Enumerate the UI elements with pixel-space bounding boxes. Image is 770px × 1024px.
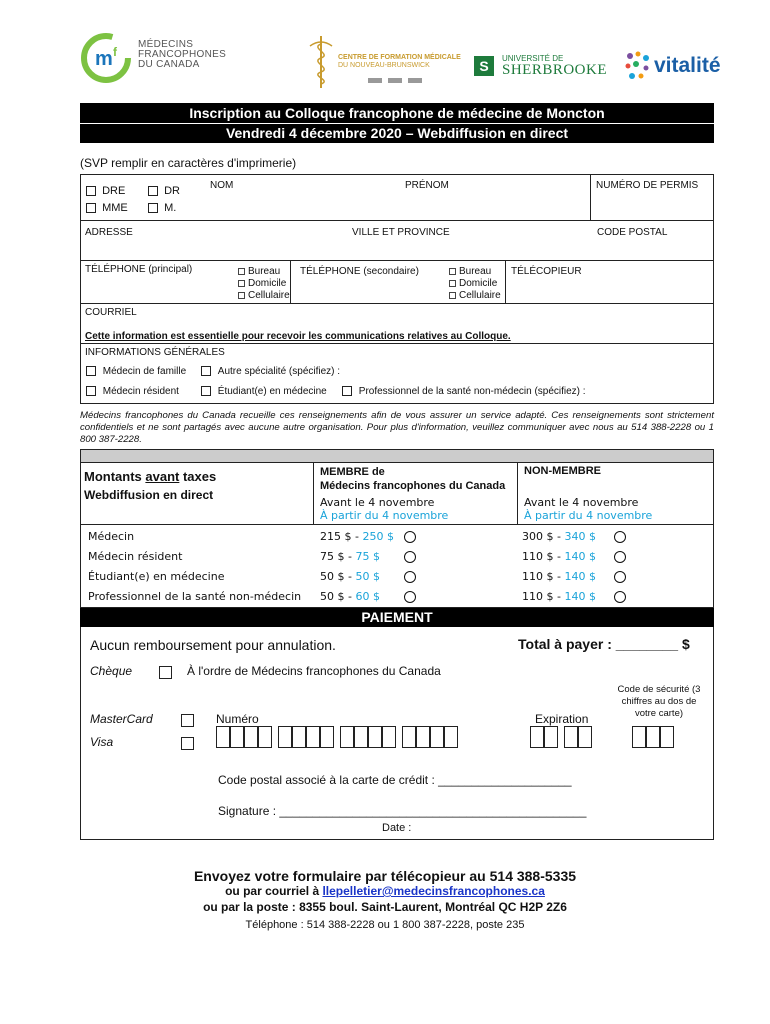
mastercard-checkbox[interactable] <box>181 714 194 727</box>
row-resident-member-radio[interactable] <box>404 551 416 563</box>
date-field[interactable]: Date : <box>382 822 412 834</box>
autre-label: Autre spécialité (spécifiez) : <box>217 366 341 377</box>
title-dre-label: DRE <box>102 185 126 197</box>
row-etudiant-label: Étudiant(e) en médecine <box>88 570 225 583</box>
row-pro-nonmember-radio[interactable] <box>614 591 626 603</box>
row-medecin-member-radio[interactable] <box>404 531 416 543</box>
expiration-field[interactable] <box>530 726 600 748</box>
title-dr-checkbox[interactable] <box>148 186 158 196</box>
title-bar <box>80 103 714 143</box>
courriel-label: COURRIEL <box>85 307 137 318</box>
footer-line3: ou par la poste : 8355 boul. Saint-Laurent, Montréal QC H2P 2Z6 <box>203 900 567 914</box>
tel1-option-bureau[interactable]: Bureau <box>238 266 290 278</box>
resident-label: Médecin résident <box>102 386 179 397</box>
logo-cfm <box>308 34 461 90</box>
cfm-line2: DU NOUVEAU-BRUNSWICK <box>338 62 430 69</box>
expiration-label: Expiration <box>535 712 589 726</box>
udes-line1: UNIVERSITÉ DE <box>502 54 564 63</box>
member-before-label: Avant le 4 novembre <box>320 496 435 509</box>
courriel-note: Cette information est essentielle pour recevoir les communications relatives au Colloque. <box>85 331 511 342</box>
no-refund: Aucun remboursement pour annulation. <box>90 637 336 653</box>
courriel-field[interactable] <box>82 318 712 330</box>
etudiant-checkbox[interactable] <box>201 386 211 396</box>
member-after-label: À partir du 4 novembre <box>320 509 449 522</box>
tel1-option-cellulaire[interactable]: Cellulaire <box>238 290 290 302</box>
logo-mfc <box>80 32 240 84</box>
security-note: Code de sécurité (3 chiffres au dos de votre carte) <box>617 684 701 719</box>
row-medecin-nonmember-price: 300 $ - 340 $ <box>522 530 596 543</box>
cfm-partners-strip <box>368 78 428 83</box>
pricing-top-band <box>80 449 714 463</box>
row-pro-member-price: 50 $ - 60 $ <box>320 590 380 603</box>
visa-label: Visa <box>90 735 114 749</box>
row-resident-label: Médecin résident <box>88 550 183 563</box>
row-etudiant-nonmember-price: 110 $ - 140 $ <box>522 570 596 583</box>
footer-line2: ou par courriel à llepelletier@medecinsfrancophones.ca <box>225 884 545 898</box>
footer-line1: Envoyez votre formulaire par télécopieur au 514 388-5335 <box>193 868 577 884</box>
adresse-field[interactable] <box>82 240 712 258</box>
tel2-option-bureau[interactable]: Bureau <box>449 266 501 278</box>
row-resident-member-price: 75 $ - 75 $ <box>320 550 380 563</box>
caduceus-icon <box>308 34 334 90</box>
mfc-line2: FRANCOPHONES <box>138 49 227 60</box>
logo-udes <box>474 52 614 82</box>
numero-label: Numéro <box>216 712 259 726</box>
row-resident-nonmember-price: 110 $ - 140 $ <box>522 550 596 563</box>
nonmember-header: NON-MEMBRE <box>524 465 601 477</box>
signature-field[interactable]: Signature : ______________________________________________ <box>218 804 587 818</box>
permis-label: NUMÉRO DE PERMIS <box>596 180 699 191</box>
member-header: MEMBRE de Médecins francophones du Canada <box>320 466 506 492</box>
pro-checkbox[interactable] <box>342 386 352 396</box>
svg-text:m: m <box>95 48 113 70</box>
postal-code-field[interactable]: Code postal associé à la carte de crédit : ____________________ <box>218 773 572 787</box>
title-dre-checkbox[interactable] <box>86 186 96 196</box>
nom-label: NOM <box>210 180 234 191</box>
cheque-label: Chèque <box>90 664 133 678</box>
title-m-label: M. <box>164 202 177 214</box>
nom-field[interactable] <box>200 192 590 218</box>
udes-line2: SHERBROOKE <box>502 62 608 78</box>
row-etudiant-member-radio[interactable] <box>404 571 416 583</box>
prenom-label: PRÉNOM <box>405 180 449 191</box>
footer-line4: Téléphone : 514 388-2228 ou 1 800 387-2228, poste 235 <box>245 919 525 931</box>
svg-text:f: f <box>113 45 117 59</box>
adresse-label: ADRESSE <box>85 227 133 238</box>
payment-heading-bar <box>80 608 714 627</box>
row-pro-member-radio[interactable] <box>404 591 416 603</box>
info-gen-label: INFORMATIONS GÉNÉRALES <box>85 347 225 358</box>
footer-email-link[interactable]: llepelletier@medecinsfrancophones.ca <box>322 884 545 898</box>
total-field[interactable]: Total à payer : ________ $ <box>518 636 690 652</box>
udes-mark-icon: S <box>474 56 494 76</box>
mfc-line3: DU CANADA <box>138 59 200 70</box>
telecopieur-label: TÉLÉCOPIEUR <box>511 266 582 277</box>
row-etudiant-nonmember-radio[interactable] <box>614 571 626 583</box>
tel-principal-label: TÉLÉPHONE (principal) <box>85 264 193 275</box>
pricing-heading: Montants avant taxes <box>84 469 217 484</box>
visa-checkbox[interactable] <box>181 737 194 750</box>
title-mme-label: MME <box>102 202 128 214</box>
resident-checkbox[interactable] <box>86 386 96 396</box>
cheque-checkbox[interactable] <box>159 666 172 679</box>
tel2-option-domicile[interactable]: Domicile <box>449 278 501 290</box>
row-medecin-member-price: 215 $ - 250 $ <box>320 530 394 543</box>
ville-label: VILLE ET PROVINCE <box>352 227 450 238</box>
row-medecin-nonmember-radio[interactable] <box>614 531 626 543</box>
famille-checkbox[interactable] <box>86 366 96 376</box>
card-number-field[interactable] <box>216 726 520 748</box>
mfc-mark-icon <box>80 32 132 84</box>
row-medecin-label: Médecin <box>88 530 135 543</box>
etudiant-label: Étudiant(e) en médecine <box>217 386 327 397</box>
title-dr-label: DR <box>164 185 180 197</box>
mastercard-label: MasterCard <box>90 712 153 726</box>
mfc-line1: MÉDECINS <box>138 39 194 50</box>
famille-label: Médecin de famille <box>102 366 187 377</box>
nonmember-before-label: Avant le 4 novembre <box>524 496 639 509</box>
tel1-option-domicile[interactable]: Domicile <box>238 278 290 290</box>
row-etudiant-member-price: 50 $ - 50 $ <box>320 570 380 583</box>
permis-field[interactable] <box>592 192 712 218</box>
pro-label: Professionnel de la santé non-médecin (spécifiez) : <box>358 386 586 397</box>
code-postal-label: CODE POSTAL <box>597 227 668 238</box>
tel2-option-cellulaire[interactable]: Cellulaire <box>449 290 501 302</box>
title-m-checkbox[interactable] <box>148 203 158 213</box>
nonmember-after-label: À partir du 4 novembre <box>524 509 653 522</box>
cfm-line1: CENTRE DE FORMATION MÉDICALE <box>338 54 461 61</box>
tel-secondaire-label: TÉLÉPHONE (secondaire) <box>300 266 419 277</box>
row-resident-nonmember-radio[interactable] <box>614 551 626 563</box>
privacy-note: Médecins francophones du Canada recueille ces renseignements afin de vous assurer un service adapté. Ces renseignements sont strictement confidentiels et ne sont partagés avec aucune autre organisation. Pour plus d'information, veuillez communiquer avec nous au 514 388-2228 ou 1 800 387-2228. <box>80 410 714 445</box>
vitalite-name: vitalité <box>654 54 721 77</box>
security-code-field[interactable] <box>632 726 682 748</box>
autre-checkbox[interactable] <box>201 366 211 376</box>
title-line2: Vendredi 4 décembre 2020 – Webdiffusion en direct <box>80 123 714 143</box>
instructions: (SVP remplir en caractères d'imprimerie) <box>80 156 297 170</box>
payment-heading: PAIEMENT <box>361 609 433 625</box>
pricing-subheading: Webdiffusion en direct <box>84 488 214 502</box>
cheque-order: À l'ordre de Médecins francophones du Canada <box>187 664 441 678</box>
row-pro-label: Professionnel de la santé non-médecin <box>88 590 302 603</box>
row-pro-nonmember-price: 110 $ - 140 $ <box>522 590 596 603</box>
title-mme-checkbox[interactable] <box>86 203 96 213</box>
logo-vitalite <box>624 48 724 88</box>
vitalite-dots-icon <box>624 50 654 84</box>
title-line1: Inscription au Colloque francophone de médecine de Moncton <box>189 105 605 121</box>
